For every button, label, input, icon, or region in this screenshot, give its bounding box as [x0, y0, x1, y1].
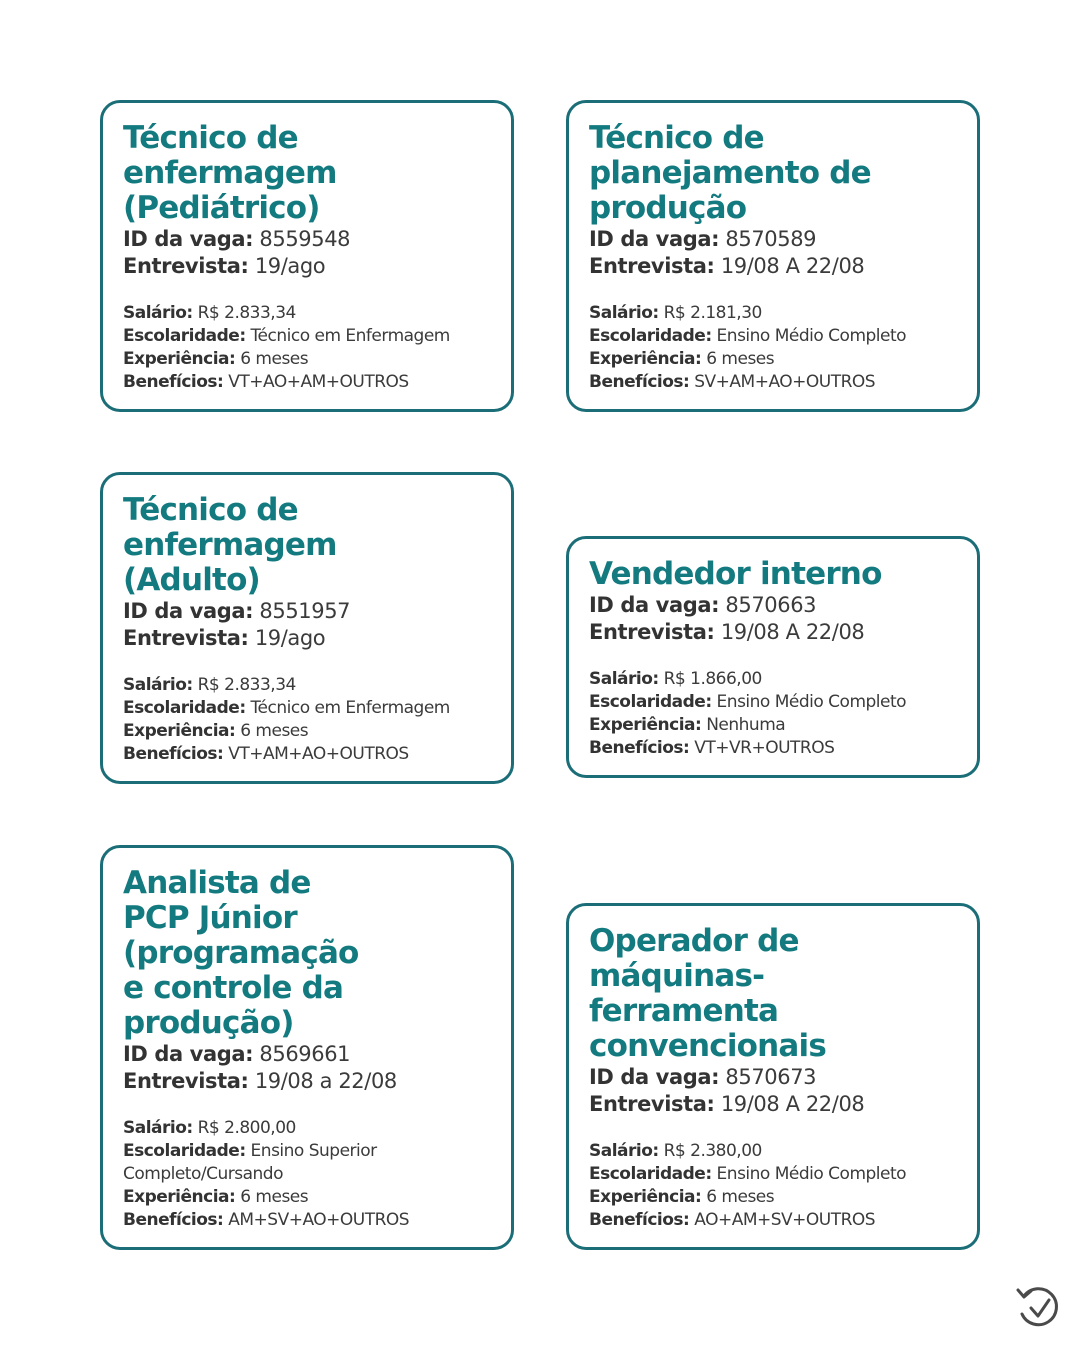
job-title: Operador de máquinas- ferramenta convencionais	[589, 923, 827, 1064]
job-id: ID da vaga: 8570663	[589, 593, 817, 617]
job-salary: Salário: R$ 2.833,34	[123, 303, 296, 323]
job-benefits: Benefícios: SV+AM+AO+OUTROS	[589, 372, 876, 392]
job-salary: Salário: R$ 1.866,00	[589, 669, 762, 689]
job-education: Escolaridade: Ensino Superior Completo/Cursando	[123, 1141, 377, 1184]
job-title: Técnico de enfermagem (Adulto)	[123, 492, 337, 598]
job-card-vendedor-interno	[566, 536, 980, 778]
job-salary: Salário: R$ 2.800,00	[123, 1118, 296, 1138]
job-id: ID da vaga: 8569661	[123, 1042, 351, 1066]
job-salary: Salário: R$ 2.181,30	[589, 303, 762, 323]
job-card-tecnico-enfermagem-adulto	[100, 472, 514, 784]
job-benefits: Benefícios: AM+SV+AO+OUTROS	[123, 1210, 410, 1230]
job-benefits: Benefícios: VT+VR+OUTROS	[589, 738, 835, 758]
job-experience: Experiência: 6 meses	[123, 349, 309, 369]
job-interview: Entrevista: 19/08 a 22/08	[123, 1069, 397, 1093]
job-benefits: Benefícios: VT+AO+AM+OUTROS	[123, 372, 409, 392]
job-interview: Entrevista: 19/ago	[123, 254, 326, 278]
job-experience: Experiência: 6 meses	[589, 1187, 775, 1207]
job-card-analista-pcp-junior	[100, 845, 514, 1250]
job-id: ID da vaga: 8570589	[589, 227, 817, 251]
job-interview: Entrevista: 19/08 A 22/08	[589, 254, 865, 278]
job-benefits: Benefícios: VT+AM+AO+OUTROS	[123, 744, 409, 764]
job-experience: Experiência: 6 meses	[123, 721, 309, 741]
job-benefits: Benefícios: AO+AM+SV+OUTROS	[589, 1210, 876, 1230]
job-interview: Entrevista: 19/08 A 22/08	[589, 620, 865, 644]
job-salary: Salário: R$ 2.833,34	[123, 675, 296, 695]
job-id: ID da vaga: 8570673	[589, 1065, 817, 1089]
job-id: ID da vaga: 8551957	[123, 599, 351, 623]
job-interview: Entrevista: 19/ago	[123, 626, 326, 650]
job-education: Escolaridade: Técnico em Enfermagem	[123, 326, 450, 346]
job-experience: Experiência: 6 meses	[589, 349, 775, 369]
job-education: Escolaridade: Técnico em Enfermagem	[123, 698, 450, 718]
job-title: Vendedor interno	[589, 556, 882, 592]
job-education: Escolaridade: Ensino Médio Completo	[589, 1164, 907, 1184]
job-education: Escolaridade: Ensino Médio Completo	[589, 692, 907, 712]
job-experience: Experiência: Nenhuma	[589, 715, 786, 735]
job-experience: Experiência: 6 meses	[123, 1187, 309, 1207]
job-education: Escolaridade: Ensino Médio Completo	[589, 326, 907, 346]
job-interview: Entrevista: 19/08 A 22/08	[589, 1092, 865, 1116]
job-title: Técnico de enfermagem (Pediátrico)	[123, 120, 337, 226]
job-salary: Salário: R$ 2.380,00	[589, 1141, 762, 1161]
job-title: Técnico de planejamento de produção	[589, 120, 871, 226]
job-title: Analista de PCP Júnior (programação e controle da produção)	[123, 865, 359, 1041]
brand-logo-icon	[1014, 1282, 1062, 1332]
job-id: ID da vaga: 8559548	[123, 227, 351, 251]
job-card-tecnico-enfermagem-pediatrico	[100, 100, 514, 412]
job-card-tecnico-planejamento-producao	[566, 100, 980, 412]
job-card-operador-maquinas-ferramenta	[566, 903, 980, 1250]
